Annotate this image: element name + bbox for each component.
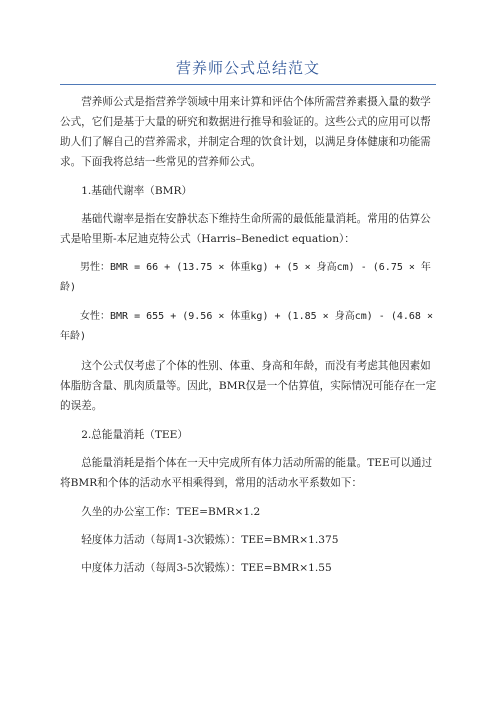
section-heading-bmr: 1.基础代谢率（BMR）: [81, 185, 193, 197]
section-heading-tee: 2.总能量消耗（TEE）: [81, 429, 188, 441]
activity-level-light: 轻度体力活动（每周1-3次锻炼）：TEE=BMR×1.375: [81, 534, 339, 546]
activity-level-moderate: 中度体力活动（每周3-5次锻炼）：TEE=BMR×1.55: [81, 562, 332, 574]
title-underline: [60, 84, 436, 85]
activity-level-sedentary: 久坐的办公室工作：TEE=BMR×1.2: [81, 506, 261, 518]
tee-description: 总能量消耗是指个体在一天中完成所有体力活动所需的能量。TEE可以通过将BMR和个体的活动水平相乘得到，常用的活动水平系数如下：: [60, 457, 433, 489]
bmr-limitation-paragraph: 这个公式仅考虑了个体的性别、体重、身高和年龄，而没有考虑其他因素如体脂肪含量、肌肉质量等。因此，BMR仅是一个估算值，实际情况可能存在一定的误差。: [60, 360, 437, 412]
bmr-description: 基础代谢率是指在安静状态下维持生命所需的最低能量消耗。常用的估算公式是哈里斯-本尼迪克特公式（Harris–Benedict equation）：: [60, 213, 431, 245]
document-title: 营养师公式总结范文: [175, 59, 320, 77]
intro-paragraph: 营养师公式是指营养学领域中用来计算和评估个体所需营养素摄入量的数学公式，它们是基于大量的研究和数据进行推导和验证的。这些公式的应用可以帮助人们了解自己的营养需求，并制定合理的饮食计划，以满足身体健康和功能需求。下面我将总结一些常见的营养师公式。: [60, 96, 431, 168]
bmr-formula-male: 男性：BMR = 66 + (13.75 × 体重kg) + (5 × 身高cm) - (6.75 × 年龄): [60, 262, 431, 293]
bmr-formula-female: 女性：BMR = 655 + (9.56 × 体重kg) + (1.85 × 身高cm) - (4.68 × 年龄): [60, 311, 433, 342]
document-body: [60, 92, 438, 586]
